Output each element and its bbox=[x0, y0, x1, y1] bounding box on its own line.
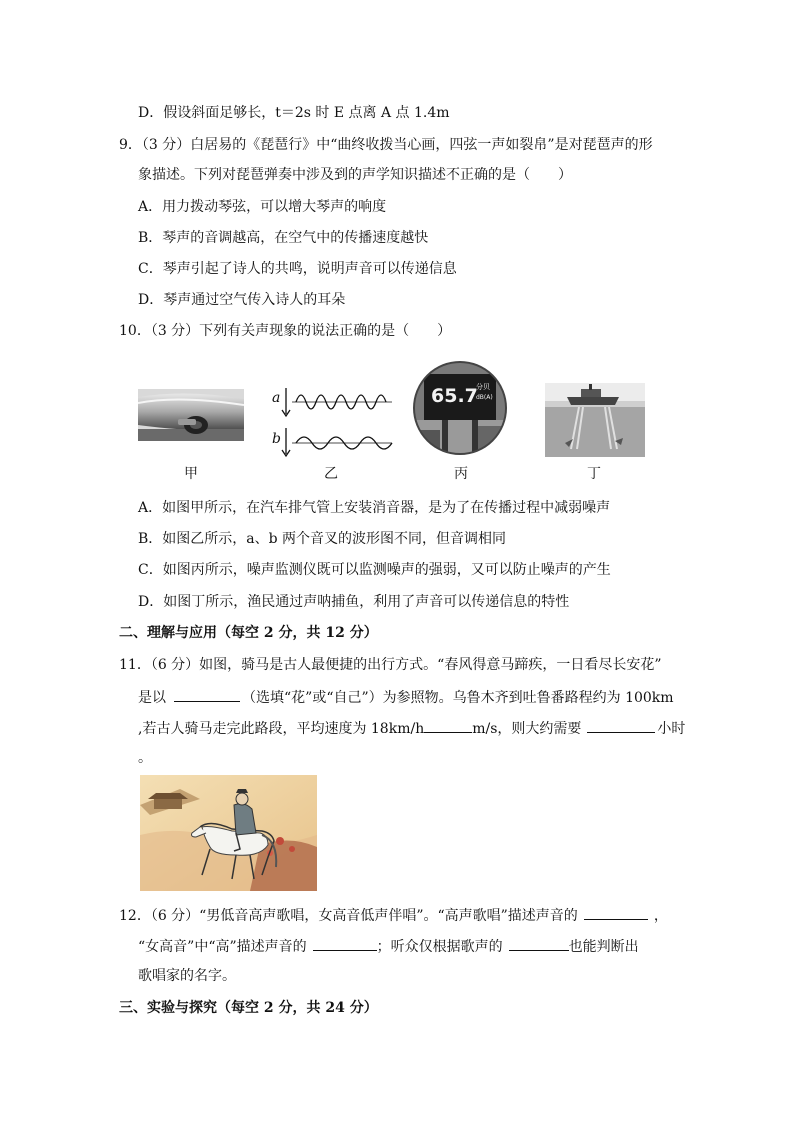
caption-ding: 丁 bbox=[587, 466, 601, 482]
section-2-heading: 二、理解与应用（每空 2 分，共 12 分） bbox=[119, 625, 378, 641]
q9-option-d: D．琴声通过空气传入诗人的耳朵 bbox=[138, 292, 346, 308]
q11-stem-line3 bbox=[138, 718, 685, 738]
q12-blank-1[interactable] bbox=[584, 905, 648, 920]
q11-blank-3[interactable] bbox=[587, 718, 655, 733]
q11-text-b: （选填“花”或“自己”）为参照物。乌鲁木齐到吐鲁番路程约为 100km bbox=[242, 690, 674, 706]
q11-end-mark: 。 bbox=[138, 750, 152, 766]
meter-unit2: dB(A) bbox=[476, 394, 493, 401]
q12-blank-2[interactable] bbox=[313, 936, 377, 951]
q9-stem-line2: 象描述。下列对琵琶弹奏中涉及到的声学知识描述不正确的是（ ） bbox=[138, 167, 572, 183]
q11-blank-2[interactable] bbox=[424, 718, 472, 733]
caption-yi: 乙 bbox=[324, 466, 338, 482]
q8-option-d: D．假设斜面足够长，t＝2s 时 E 点离 A 点 1.4m bbox=[138, 105, 450, 121]
q12-stem-line2 bbox=[138, 936, 639, 956]
q9-option-a: A．用力拨动琴弦，可以增大琴声的响度 bbox=[138, 199, 387, 215]
q10-option-c: C．如图丙所示，噪声监测仪既可以监测噪声的强弱，又可以防止噪声的产生 bbox=[138, 562, 611, 578]
figure-sonar-boat bbox=[545, 383, 645, 457]
q9-option-b: B．琴声的音调越高，在空气中的传播速度越快 bbox=[138, 230, 429, 246]
q11-text-e: 小时 bbox=[657, 721, 686, 737]
q10-option-b: B．如图乙所示，a、b 两个音叉的波形图不同，但音调相同 bbox=[138, 531, 507, 547]
q10-option-d: D．如图丁所示，渔民通过声呐捕鱼，利用了声音可以传递信息的特性 bbox=[138, 594, 570, 610]
fork-label-b: b bbox=[272, 431, 281, 447]
q12-text-a: 12．（6 分）“男低音高声歌唱，女高音低声伴唱”。“高声歌唱”描述声音的 bbox=[119, 908, 578, 924]
figure-car-exhaust bbox=[138, 389, 244, 441]
q12-stem-line1 bbox=[119, 905, 668, 925]
caption-jia: 甲 bbox=[184, 466, 198, 482]
q11-text-a: 是以 bbox=[138, 690, 166, 706]
figure-noise-meter bbox=[412, 360, 508, 456]
meter-unit: 分贝 bbox=[476, 383, 490, 391]
q11-text-c: ,若古人骑马走完此路段，平均速度为 18km/h bbox=[138, 721, 425, 737]
q12-text-b: ， bbox=[653, 908, 668, 924]
q12-text-d: ；听众仅根据歌声的 bbox=[376, 939, 503, 955]
q11-blank-1[interactable] bbox=[174, 687, 240, 702]
q9-stem-line1: 9．（3 分）白居易的《琵琶行》中“曲终收拨当心画，四弦一声如裂帛”是对琵琶声的形 bbox=[119, 137, 653, 153]
q11-text-d: m/s，则大约需要 bbox=[472, 721, 582, 737]
q12-text-c: “女高音”中“高”描述声音的 bbox=[138, 939, 307, 955]
q12-text-e: 也能判断出 bbox=[568, 939, 639, 955]
q12-stem-line3: 歌唱家的名字。 bbox=[138, 968, 236, 984]
fork-label-a: a bbox=[272, 390, 281, 406]
q10-stem: 10．（3 分）下列有关声现象的说法正确的是（ ） bbox=[119, 323, 452, 339]
figure-horse-rider bbox=[140, 775, 317, 891]
meter-reading: 65.7 bbox=[431, 385, 478, 407]
q11-stem-line1: 11．（6 分）如图，骑马是古人最便捷的出行方式。“春风得意马蹄疾，一日看尽长安花” bbox=[119, 657, 662, 673]
figure-waveforms bbox=[268, 384, 394, 462]
section-3-heading: 三、实验与探究（每空 2 分，共 24 分） bbox=[119, 1000, 378, 1016]
q9-option-c: C．琴声引起了诗人的共鸣，说明声音可以传递信息 bbox=[138, 261, 457, 277]
q12-blank-3[interactable] bbox=[509, 936, 569, 951]
q10-option-a: A．如图甲所示，在汽车排气管上安装消音器，是为了在传播过程中减弱噪声 bbox=[138, 500, 611, 516]
caption-bing: 丙 bbox=[454, 466, 468, 482]
q11-stem-line2 bbox=[138, 687, 674, 707]
